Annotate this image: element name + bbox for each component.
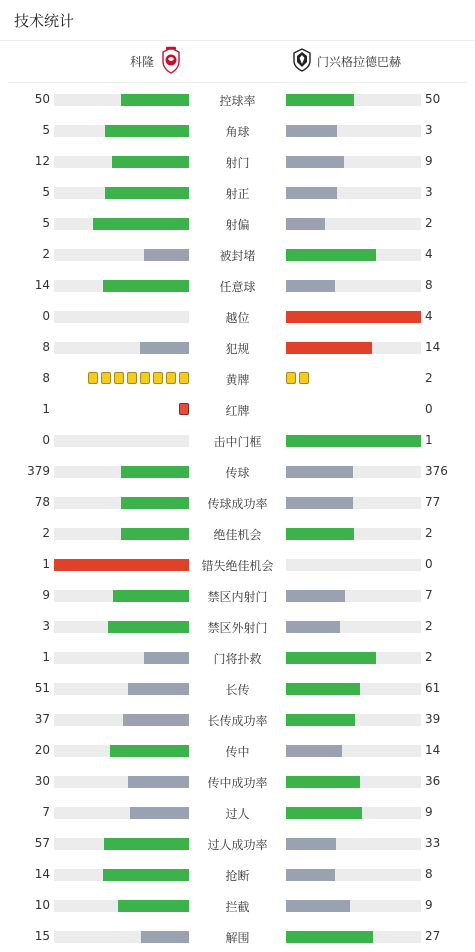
- home-stat-bar: [130, 807, 189, 819]
- away-stat-bar: [286, 776, 360, 788]
- away-stat-value: 2: [425, 216, 433, 230]
- home-stat-value: 1: [42, 557, 50, 571]
- home-stat-value: 2: [42, 526, 50, 540]
- home-stat-bar-track: [54, 435, 189, 447]
- away-stat-bar-track: [286, 435, 421, 447]
- red-card-icon: [179, 403, 189, 415]
- stat-label: 控球率: [219, 94, 256, 108]
- page-title: [0, 0, 475, 41]
- away-stat-bar-track: [286, 342, 421, 354]
- stat-label: 红牌: [225, 404, 250, 418]
- stat-row: [0, 828, 475, 859]
- away-stat-value: 0: [425, 402, 433, 416]
- away-stat-bar: [286, 342, 372, 354]
- home-stat-value: 50: [34, 92, 50, 106]
- home-stat-value: 51: [34, 681, 50, 695]
- stat-row: [0, 394, 475, 425]
- home-stat-bar: [128, 776, 189, 788]
- stat-label: 射偏: [225, 218, 250, 232]
- stat-label: 射正: [225, 187, 250, 201]
- stat-label: 角球: [225, 125, 250, 139]
- away-stat-value: 36: [425, 774, 441, 788]
- home-stat-bar: [110, 745, 189, 757]
- stat-label: 传球: [225, 466, 250, 480]
- home-stat-bar: [105, 125, 189, 137]
- home-stat-bar-track: [54, 869, 189, 881]
- home-stat-value: 20: [34, 743, 50, 757]
- team-header: [8, 41, 467, 83]
- stat-label: 禁区内射门: [207, 590, 268, 604]
- away-stat-bar-track: [286, 869, 421, 881]
- away-stat-value: 2: [425, 650, 433, 664]
- home-stat-value: 14: [34, 867, 50, 881]
- home-stat-bar: [144, 652, 189, 664]
- away-stat-bar: [286, 900, 350, 912]
- home-stat-bar: [54, 559, 189, 571]
- stat-row: [0, 611, 475, 642]
- away-stat-bar: [286, 218, 325, 230]
- home-stat-bar-track: [54, 652, 189, 664]
- stat-row: [0, 797, 475, 828]
- away-stat-bar: [286, 869, 335, 881]
- home-stat-bar: [112, 156, 189, 168]
- home-stat-value: 379: [27, 464, 50, 478]
- home-stat-value: 1: [42, 402, 50, 416]
- stat-label: 禁区外射门: [207, 621, 268, 635]
- home-stat-bar-track: [54, 900, 189, 912]
- home-stat-bar-track: [54, 125, 189, 137]
- away-stat-bar: [286, 187, 337, 199]
- stat-row: [0, 456, 475, 487]
- away-stat-value: 2: [425, 371, 433, 385]
- stat-row: [0, 332, 475, 363]
- stat-label: 越位: [225, 311, 250, 325]
- away-stat-value: 77: [425, 495, 441, 509]
- home-stat-value: 7: [42, 805, 50, 819]
- home-stat-bar-track: [54, 714, 189, 726]
- away-stat-bar-track: [286, 714, 421, 726]
- home-stat-bar: [104, 838, 189, 850]
- stat-row: [0, 704, 475, 735]
- away-stat-value: 8: [425, 867, 433, 881]
- stat-label: 解围: [225, 931, 250, 945]
- stat-row: [0, 487, 475, 518]
- stat-label: 长传: [225, 683, 250, 697]
- home-stat-value: 0: [42, 433, 50, 447]
- away-stat-bar-track: [286, 156, 421, 168]
- away-stat-bar: [286, 590, 345, 602]
- home-stat-value: 8: [42, 371, 50, 385]
- home-stat-bar-track: [54, 559, 189, 571]
- stat-label: 击中门框: [213, 435, 262, 449]
- home-stat-bar: [121, 497, 189, 509]
- home-stat-value: 2: [42, 247, 50, 261]
- home-stat-bar-track: [54, 931, 189, 943]
- stat-row: [0, 642, 475, 673]
- away-stat-value: 2: [425, 619, 433, 633]
- home-stat-bar: [103, 869, 189, 881]
- stat-label: 被封堵: [219, 249, 256, 263]
- home-stat-bar: [141, 931, 189, 943]
- home-stat-value: 3: [42, 619, 50, 633]
- stat-row: [0, 518, 475, 549]
- away-stat-bar-track: [286, 652, 421, 664]
- away-stat-value: 9: [425, 898, 433, 912]
- away-stat-bar: [286, 156, 344, 168]
- away-stat-value: 7: [425, 588, 433, 602]
- yellow-card-icon: [179, 372, 189, 384]
- home-stat-value: 5: [42, 185, 50, 199]
- home-stat-bar-track: [54, 838, 189, 850]
- yellow-card-icon: [140, 372, 150, 384]
- home-team[interactable]: [130, 41, 182, 82]
- away-stat-value: 0: [425, 557, 433, 571]
- stat-row: [0, 115, 475, 146]
- away-stat-value: 2: [425, 526, 433, 540]
- stat-row: [0, 177, 475, 208]
- away-stat-bar-track: [286, 249, 421, 261]
- page-title-text: 技术统计: [14, 11, 75, 30]
- home-stat-bar-track: [54, 621, 189, 633]
- stat-label: 传中成功率: [207, 776, 268, 790]
- away-stat-bar: [286, 94, 354, 106]
- away-stat-bar: [286, 621, 340, 633]
- stat-label: 传中: [225, 745, 250, 759]
- away-stat-bar: [286, 652, 376, 664]
- stat-label: 犯规: [225, 342, 250, 356]
- home-stat-bar: [113, 590, 189, 602]
- home-stat-bar: [128, 683, 189, 695]
- home-stat-value: 15: [34, 929, 50, 943]
- home-stat-value: 10: [34, 898, 50, 912]
- stat-label: 过人: [225, 807, 250, 821]
- fc-koln-crest-icon: [160, 46, 182, 77]
- away-stat-value: 33: [425, 836, 441, 850]
- home-stat-bar-track: [54, 776, 189, 788]
- home-stat-value: 30: [34, 774, 50, 788]
- stat-label: 传球成功率: [207, 497, 268, 511]
- home-stat-bar-track: [54, 94, 189, 106]
- home-stat-bar: [121, 528, 189, 540]
- home-stat-bar-track: [54, 590, 189, 602]
- stat-row: [0, 735, 475, 766]
- stat-row: [0, 673, 475, 704]
- away-stat-bar: [286, 807, 362, 819]
- stat-row: [0, 549, 475, 580]
- yellow-card-icon: [127, 372, 137, 384]
- stat-row: [0, 146, 475, 177]
- stat-row: [0, 301, 475, 332]
- away-stat-bar: [286, 838, 336, 850]
- away-stat-bar-track: [286, 94, 421, 106]
- home-stat-bar-track: [54, 280, 189, 292]
- stat-label: 拦截: [225, 900, 250, 914]
- away-cards: [286, 372, 309, 385]
- home-stat-bar-track: [54, 311, 189, 323]
- gladbach-crest-icon: [293, 48, 311, 75]
- home-stat-bar-track: [54, 497, 189, 509]
- away-stat-bar: [286, 683, 360, 695]
- home-stat-bar: [118, 900, 189, 912]
- home-stat-bar-track: [54, 528, 189, 540]
- home-stat-value: 57: [34, 836, 50, 850]
- away-stat-bar: [286, 125, 337, 137]
- yellow-card-icon: [114, 372, 124, 384]
- home-stat-value: 37: [34, 712, 50, 726]
- away-stat-value: 61: [425, 681, 441, 695]
- home-stat-value: 1: [42, 650, 50, 664]
- yellow-card-icon: [286, 372, 296, 384]
- stat-label: 抢断: [225, 869, 250, 883]
- stat-row: [0, 208, 475, 239]
- away-stat-bar-track: [286, 311, 421, 323]
- home-stat-bar: [123, 714, 189, 726]
- away-team-name: 门兴格拉德巴赫: [317, 55, 402, 69]
- home-stat-bar-track: [54, 156, 189, 168]
- home-stat-value: 14: [34, 278, 50, 292]
- away-stat-bar-track: [286, 900, 421, 912]
- stat-row: [0, 270, 475, 301]
- home-stat-value: 12: [34, 154, 50, 168]
- away-stat-bar-track: [286, 497, 421, 509]
- away-stat-bar-track: [286, 125, 421, 137]
- away-stat-bar-track: [286, 807, 421, 819]
- away-stat-bar-track: [286, 218, 421, 230]
- stat-row: [0, 239, 475, 270]
- away-stat-bar: [286, 466, 353, 478]
- stats-list: [0, 83, 475, 952]
- home-stat-bar-track: [54, 466, 189, 478]
- away-stat-bar-track: [286, 838, 421, 850]
- stat-label: 长传成功率: [207, 714, 268, 728]
- stat-label: 过人成功率: [207, 838, 268, 852]
- stat-row: [0, 890, 475, 921]
- away-stat-value: 4: [425, 247, 433, 261]
- away-stat-value: 8: [425, 278, 433, 292]
- home-stat-bar-track: [54, 342, 189, 354]
- away-stat-bar-track: [286, 745, 421, 757]
- stat-row: [0, 921, 475, 952]
- away-stat-value: 39: [425, 712, 441, 726]
- stat-label: 射门: [225, 156, 250, 170]
- away-stat-bar: [286, 280, 335, 292]
- stat-row: [0, 363, 475, 394]
- stat-row: [0, 766, 475, 797]
- home-stat-bar-track: [54, 218, 189, 230]
- away-stat-bar: [286, 311, 421, 323]
- stat-label: 门将扑救: [213, 652, 262, 666]
- away-stat-bar-track: [286, 683, 421, 695]
- away-stat-bar-track: [286, 590, 421, 602]
- yellow-card-icon: [166, 372, 176, 384]
- home-stat-value: 8: [42, 340, 50, 354]
- away-stat-value: 3: [425, 185, 433, 199]
- away-stat-bar: [286, 745, 342, 757]
- away-stat-bar-track: [286, 466, 421, 478]
- away-stat-value: 27: [425, 929, 441, 943]
- stat-row: [0, 859, 475, 890]
- away-stat-bar-track: [286, 280, 421, 292]
- home-stat-bar-track: [54, 807, 189, 819]
- away-stat-bar: [286, 714, 355, 726]
- home-stat-bar-track: [54, 249, 189, 261]
- home-stat-bar: [108, 621, 189, 633]
- home-cards: [88, 372, 189, 385]
- stat-row: [0, 84, 475, 115]
- home-cards: [179, 403, 189, 416]
- away-stat-bar-track: [286, 528, 421, 540]
- away-stat-value: 9: [425, 154, 433, 168]
- home-stat-value: 5: [42, 216, 50, 230]
- home-stat-bar: [105, 187, 189, 199]
- away-stat-value: 4: [425, 309, 433, 323]
- yellow-card-icon: [299, 372, 309, 384]
- away-stat-value: 9: [425, 805, 433, 819]
- stat-label: 黄牌: [225, 373, 250, 387]
- home-stat-bar: [144, 249, 189, 261]
- away-stat-bar: [286, 435, 421, 447]
- home-stat-bar: [140, 342, 189, 354]
- away-stat-value: 14: [425, 340, 441, 354]
- away-stat-value: 50: [425, 92, 441, 106]
- home-stat-value: 5: [42, 123, 50, 137]
- home-stat-value: 78: [34, 495, 50, 509]
- home-team-name: 科隆: [129, 55, 154, 69]
- stat-label: 绝佳机会: [213, 528, 262, 542]
- away-stat-value: 376: [425, 464, 448, 478]
- away-stat-bar: [286, 249, 376, 261]
- home-stat-bar: [93, 218, 189, 230]
- stat-row: [0, 425, 475, 456]
- stat-label: 错失绝佳机会: [201, 559, 274, 573]
- home-stat-bar-track: [54, 745, 189, 757]
- home-stat-bar: [103, 280, 189, 292]
- yellow-card-icon: [88, 372, 98, 384]
- away-team[interactable]: [293, 41, 401, 82]
- home-stat-bar-track: [54, 683, 189, 695]
- away-stat-bar-track: [286, 187, 421, 199]
- away-stat-bar-track: [286, 931, 421, 943]
- away-stat-bar-track: [286, 559, 421, 571]
- away-stat-bar: [286, 931, 373, 943]
- stat-label: 任意球: [219, 280, 256, 294]
- away-stat-bar: [286, 497, 353, 509]
- away-stat-bar-track: [286, 776, 421, 788]
- home-stat-value: 9: [42, 588, 50, 602]
- home-stat-value: 0: [42, 309, 50, 323]
- home-stat-bar-track: [54, 187, 189, 199]
- home-stat-bar: [121, 466, 189, 478]
- yellow-card-icon: [153, 372, 163, 384]
- away-stat-value: 14: [425, 743, 441, 757]
- away-stat-bar: [286, 528, 354, 540]
- away-stat-value: 1: [425, 433, 433, 447]
- away-stat-bar-track: [286, 621, 421, 633]
- away-stat-value: 3: [425, 123, 433, 137]
- stat-row: [0, 580, 475, 611]
- yellow-card-icon: [101, 372, 111, 384]
- home-stat-bar: [121, 94, 189, 106]
